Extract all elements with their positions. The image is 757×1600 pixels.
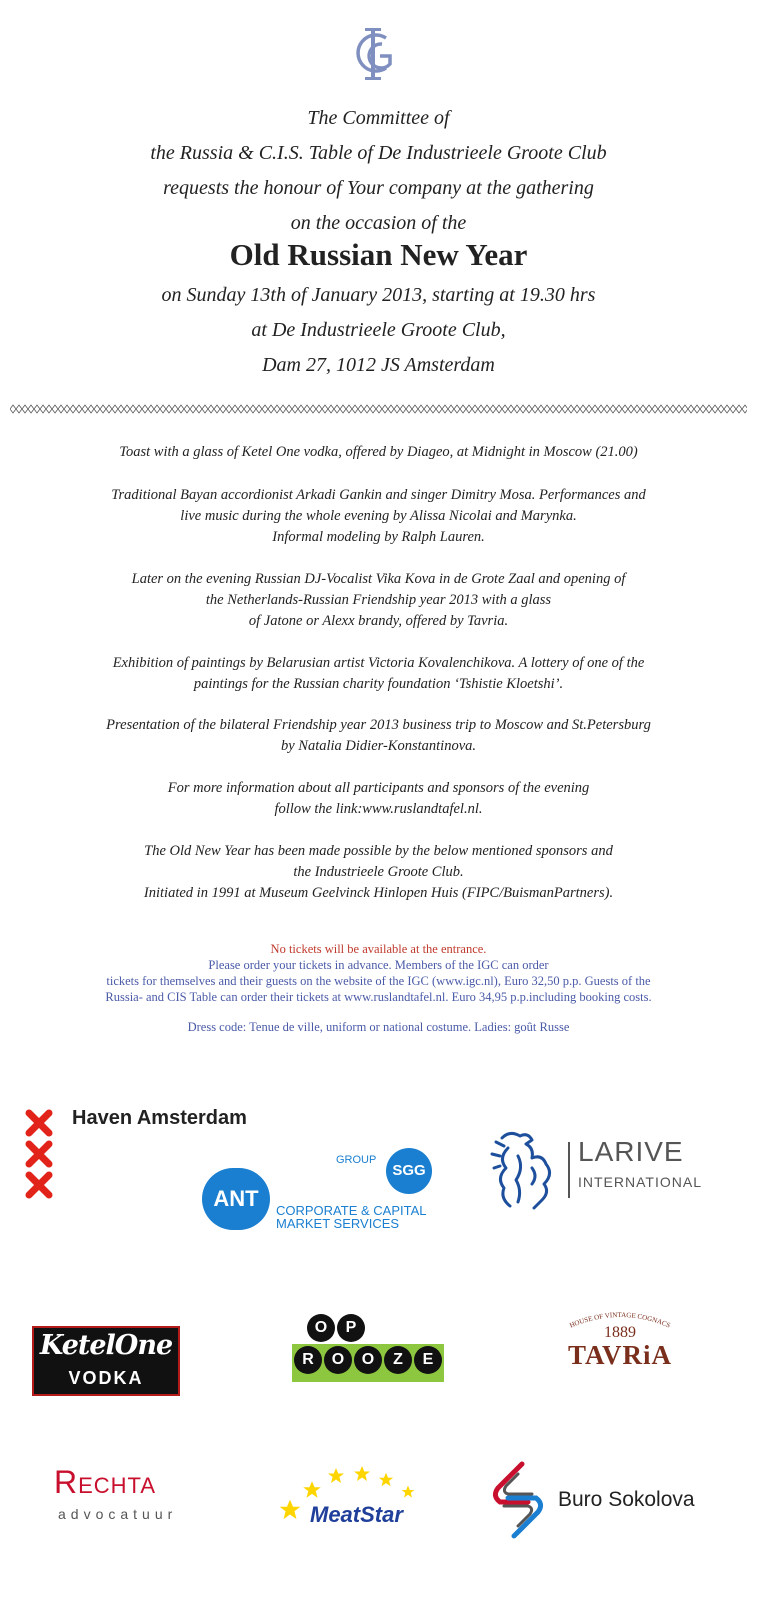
program-line: the Industrieele Groote Club. <box>293 864 464 880</box>
meatstar-logo <box>274 1464 434 1534</box>
program-line: Presentation of the bilateral Friendship year 2013 business trip to Moscow and St.Petersburg <box>106 717 651 733</box>
op-rooze-letter: O <box>354 1346 382 1374</box>
op-rooze-letter: Z <box>384 1346 412 1374</box>
event-title: Old Russian New Year <box>229 237 528 272</box>
program-paragraph-exhibition <box>40 653 717 695</box>
program-line: by Natalia Didier-Konstantinova. <box>280 738 477 754</box>
invitation-line-committee: The Committee of <box>307 107 450 129</box>
dress-code: Dress code: Tenue de ville, uniform or national costume. Ladies: goût Russe <box>187 1020 570 1034</box>
rechta-name: Rechta <box>54 1464 157 1500</box>
invitation-line-date: on Sunday 13th of January 2013, starting at 19.30 hrs <box>161 284 596 306</box>
program-line: of Jatone or Alexx brandy, offered by Tavria. <box>248 613 509 629</box>
program-line: Exhibition of paintings by Belarusian artist Victoria Kovalenchikova. A lottery of one of the <box>112 655 645 671</box>
program-paragraph-sponsors <box>40 841 717 904</box>
tickets-line: Please order your tickets in advance. Members of the IGC can order <box>208 958 549 972</box>
program-line: Later on the evening Russian DJ-Vocalist Vika Kova in de Grote Zaal and opening of <box>131 571 626 587</box>
ketel-one-sub: VODKA <box>68 1368 144 1388</box>
griffin-icon <box>488 1128 560 1212</box>
tavria-arc-label: HOUSE OF VINTAGE COGNACS <box>568 1310 672 1330</box>
tickets-warning: No tickets will be available at the entrance. <box>270 942 487 956</box>
invitation-line-request: requests the honour of Your company at the gathering <box>163 177 594 199</box>
invitation-line-venue: at De Industrieele Groote Club, <box>251 319 506 341</box>
program-line: follow the link:www.ruslandtafel.nl. <box>274 801 483 817</box>
program-paragraph-toast <box>40 442 717 463</box>
tickets-line: tickets for themselves and their guests on the website of the IGC (www.igc.nl), Euro 32,50 p.p. Guests of the <box>106 974 651 988</box>
program-paragraph-music <box>40 485 717 548</box>
ant-badge: ANT <box>202 1168 270 1230</box>
program-line: The Old New Year has been made possible by the below mentioned sponsors and <box>144 843 613 859</box>
ant-line-2: MARKET SERVICES <box>276 1216 400 1231</box>
program-line: Traditional Bayan accordionist Arkadi Gankin and singer Dimitry Mosa. Performances and <box>111 487 646 503</box>
program-line: Initiated in 1991 at Museum Geelvinck Hinlopen Huis (FIPC/BuismanPartners). <box>143 885 614 901</box>
igc-monogram-logo <box>346 24 400 84</box>
program-paragraph-info <box>40 778 717 820</box>
invitation-line-table: the Russia & C.I.S. Table of De Industrieele Groote Club <box>150 142 607 164</box>
amsterdam-crosses-icon <box>24 1108 54 1200</box>
program-line: Toast with a glass of Ketel One vodka, offered by Diageo, at Midnight in Moscow (21.00) <box>119 444 638 460</box>
tavria-year: 1889 <box>604 1324 636 1341</box>
program-line: Informal modeling by Ralph Lauren. <box>272 529 485 545</box>
buro-sokolova-swirl-icon <box>488 1458 548 1542</box>
buro-sokolova-logo <box>488 1458 710 1542</box>
sgg-group-label: GROUP <box>336 1154 377 1166</box>
op-rooze-letter: O <box>307 1314 335 1342</box>
sgg-badge: SGG <box>386 1148 432 1194</box>
program-line: For more information about all participants and sponsors of the evening <box>167 780 590 796</box>
haven-amsterdam-label: Haven Amsterdam <box>72 1107 247 1129</box>
ant-line-1: CORPORATE & CAPITAL <box>276 1203 427 1218</box>
ketel-one-vodka-logo <box>32 1326 180 1396</box>
tickets-line: Russia- and CIS Table can order their tickets at www.ruslandtafel.nl. Euro 34,95 p.p.including booking costs. <box>105 990 652 1004</box>
ornamental-divider <box>10 404 747 414</box>
ketel-one-name: KetelOne <box>39 1330 173 1361</box>
program-paragraph-dj <box>40 569 717 632</box>
buro-sokolova-name: Buro Sokolova <box>558 1488 695 1511</box>
op-rooze-logo <box>292 1314 444 1382</box>
larive-separator <box>568 1142 570 1198</box>
program-line: live music during the whole evening by Alissa Nicolai and Marynka. <box>180 508 577 524</box>
op-rooze-letter: R <box>294 1346 322 1374</box>
invitation-line-occasion: on the occasion of the <box>290 212 467 234</box>
program-line: paintings for the Russian charity foundation ‘Tshistie Kloetshi’. <box>193 676 564 692</box>
larive-international-logo <box>488 1128 714 1214</box>
invitation-line-address: Dam 27, 1012 JS Amsterdam <box>262 354 495 376</box>
program-paragraph-presentation <box>40 715 717 757</box>
program-line: the Netherlands-Russian Friendship year 2013 with a glass <box>205 592 552 608</box>
op-rooze-letter: E <box>414 1346 442 1374</box>
meatstar-name: MeatStar <box>310 1502 403 1527</box>
rechta-advocatuur-logo <box>54 1464 204 1526</box>
larive-sub: INTERNATIONAL <box>578 1174 702 1190</box>
op-rooze-letters <box>294 1314 442 1382</box>
group-sgg-ant-logo <box>200 1148 440 1232</box>
op-rooze-letter: P <box>337 1314 365 1342</box>
rechta-sub: advocatuur <box>58 1506 178 1522</box>
tavria-name: TAVRiA <box>567 1340 673 1370</box>
tavria-logo <box>546 1310 694 1370</box>
op-rooze-letter: O <box>324 1346 352 1374</box>
larive-name: LARIVE <box>578 1136 684 1167</box>
